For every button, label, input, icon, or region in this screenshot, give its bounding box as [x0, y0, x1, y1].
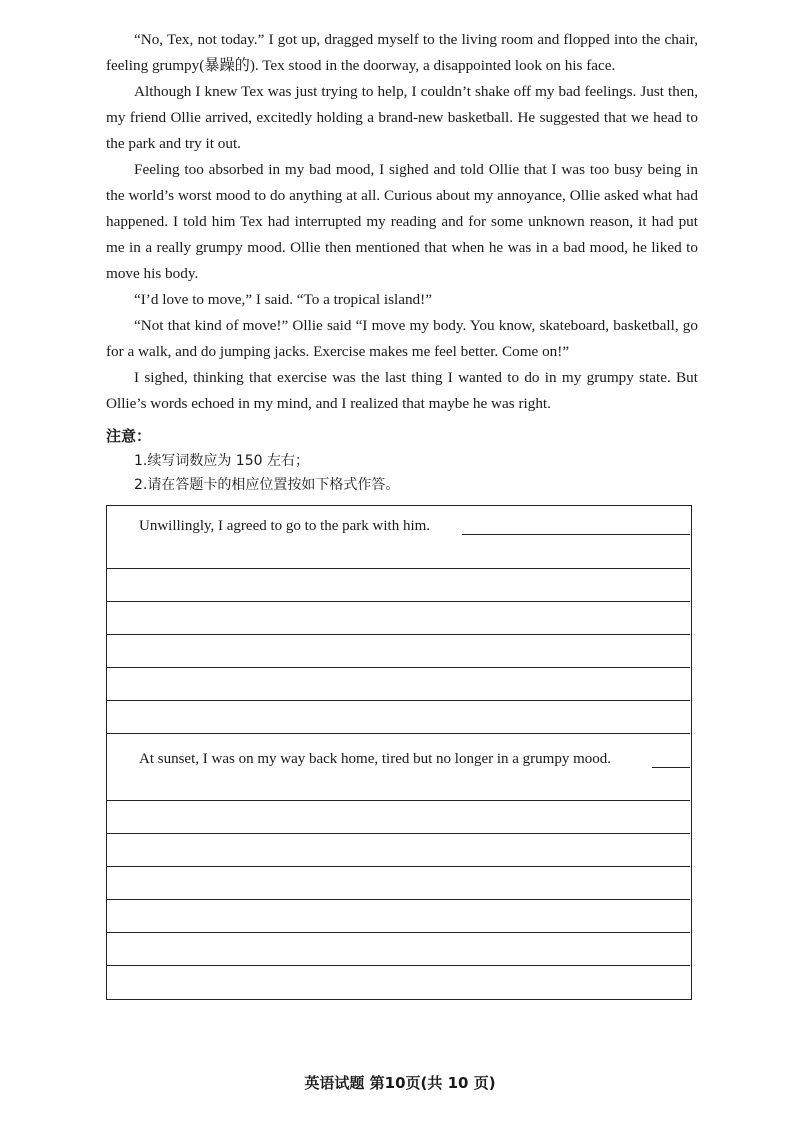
- answer-line[interactable]: [107, 899, 690, 900]
- answer-line[interactable]: [107, 833, 690, 834]
- answer-line[interactable]: [107, 932, 690, 933]
- story-paragraph-2: Although I knew Tex was just trying to help, I couldn’t shake off my bad feelings. Just then, my friend Ollie arrived, excitedly holding a brand-new basketball. He suggested that we head to the park and try it out.: [106, 83, 698, 152]
- story-paragraph-3: Feeling too absorbed in my bad mood, I sighed and told Ollie that I was too busy being in the world’s worst mood to do anything at all. Curious about my annoyance, Ollie asked what had happened. I told him Tex had interrupted my reading and for some unknown reason, it had put me in a really grumpy mood. Ollie then mentioned that when he was in a bad mood, he liked to move his body.: [106, 161, 698, 282]
- answer-line[interactable]: [107, 667, 690, 668]
- answer-line[interactable]: [107, 601, 690, 602]
- answer-line[interactable]: [107, 733, 690, 734]
- answer-line[interactable]: [107, 800, 690, 801]
- story-paragraph-1: “No, Tex, not today.” I got up, dragged myself to the living room and flopped into the chair, feeling grumpy(暴躁的). Tex stood in the doorway, a disappointed look on his face.: [106, 31, 698, 74]
- note-item-2: 2.请在答题卡的相应位置按如下格式作答。: [134, 477, 400, 493]
- prompt-2-blank[interactable]: [652, 767, 690, 768]
- answer-box: [106, 505, 692, 1000]
- story-paragraph-5: “Not that kind of move!” Ollie said “I move my body. You know, skateboard, basketball, go for a walk, and do jumping jacks. Exercise makes me feel better. Come on!”: [106, 317, 698, 360]
- note-item-1: 1.续写词数应为 150 左右；: [134, 453, 309, 469]
- answer-line[interactable]: [107, 866, 690, 867]
- prompt-1-blank[interactable]: [462, 534, 690, 535]
- answer-line[interactable]: [107, 700, 690, 701]
- answer-prompt-2: At sunset, I was on my way back home, tired but no longer in a grumpy mood.: [139, 751, 612, 767]
- page-footer: 英语试题 第10页(共 10 页): [304, 1074, 496, 1092]
- answer-line[interactable]: [107, 965, 690, 966]
- story-paragraph-4: “I’d love to move,” I said. “To a tropical island!”: [134, 291, 432, 308]
- answer-line[interactable]: [107, 634, 690, 635]
- story-paragraph-6: I sighed, thinking that exercise was the last thing I wanted to do in my grumpy state. But Ollie’s words echoed in my mind, and I realized that maybe he was right.: [106, 369, 698, 412]
- answer-line[interactable]: [107, 568, 690, 569]
- notes-title: 注意：: [106, 427, 152, 445]
- answer-prompt-1: Unwillingly, I agreed to go to the park with him.: [139, 518, 431, 534]
